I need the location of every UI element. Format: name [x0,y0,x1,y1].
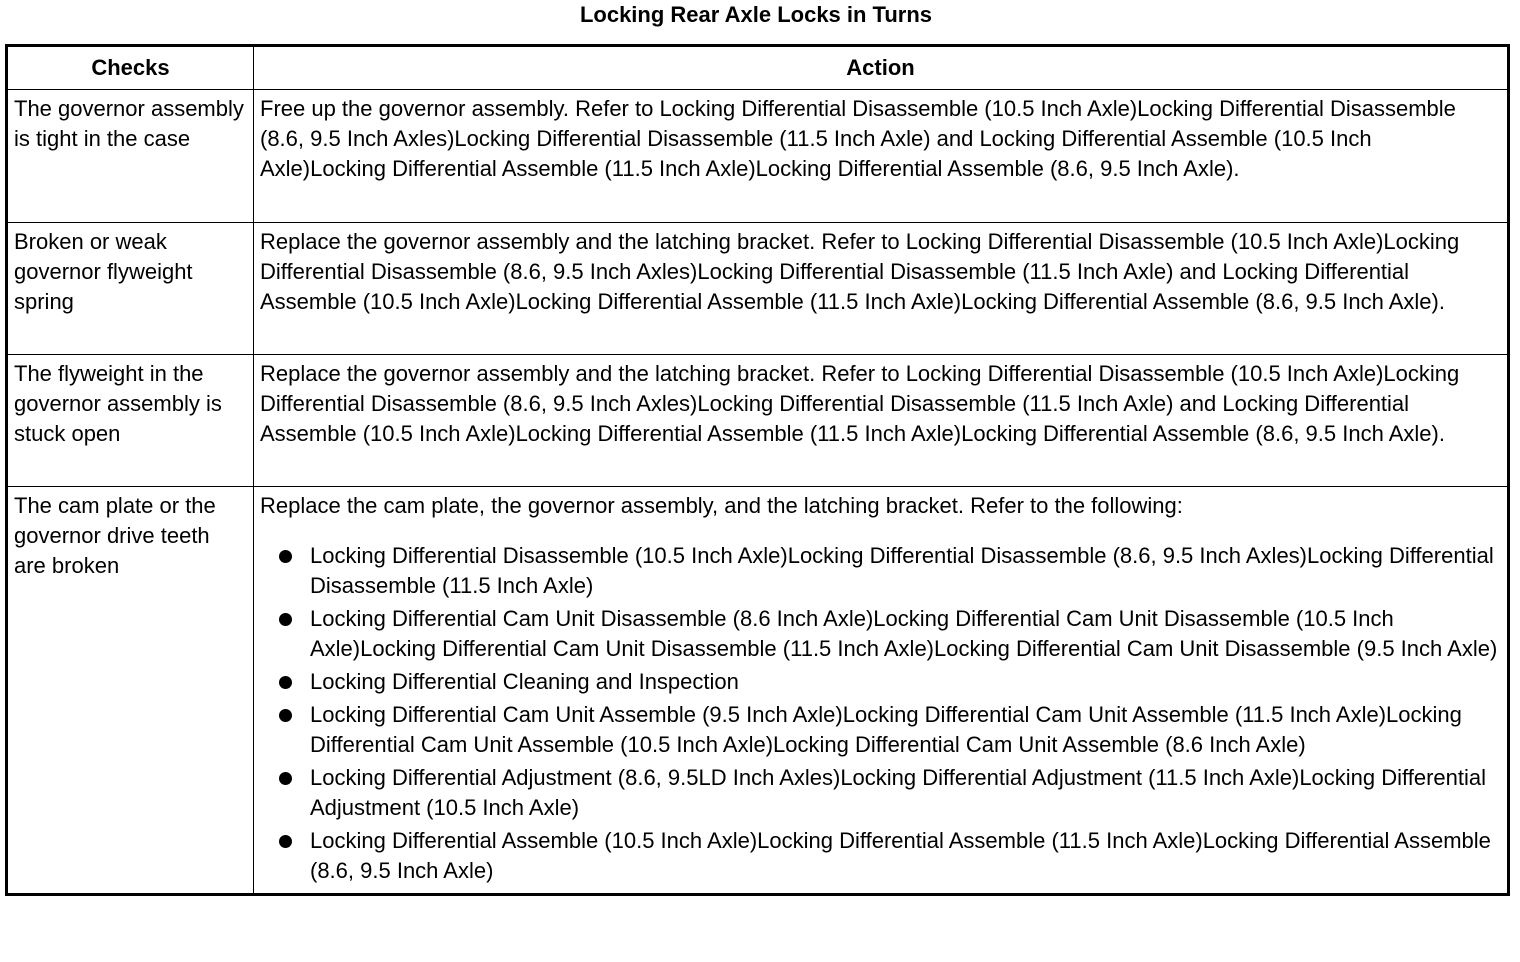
check-cell: The governor assembly is tight in the case [7,90,254,223]
list-item [260,826,1501,886]
list-item [260,604,1501,664]
action-intro-text: Replace the cam plate, the governor assembly, and the latching bracket. Refer to the following: [260,493,1183,518]
list-item-text: Locking Differential Adjustment (8.6, 9.5LD Inch Axles)Locking Differential Adjustment (11.5 Inch Axle)Locking Differential Adjustment (10.5 Inch Axle) [310,765,1487,820]
page-title: Locking Rear Axle Locks in Turns [579,2,933,27]
table-header-row [7,46,1509,90]
table-row [7,90,1509,223]
list-item-text: Locking Differential Cam Unit Assemble (9.5 Inch Axle)Locking Differential Cam Unit Assemble (11.5 Inch Axle)Locking Differential Cam Unit Assemble (10.5 Inch Axle)Locking Differential Cam Unit Assemble (8.6 Inch Axle) [310,702,1462,757]
list-item-text: Locking Differential Cleaning and Inspection [310,669,739,694]
check-cell: The flyweight in the governor assembly is stuck open [7,355,254,487]
table-row [7,487,1509,895]
action-cell: Replace the governor assembly and the latching bracket. Refer to Locking Differential Disassemble (10.5 Inch Axle)Locking Differential Disassemble (8.6, 9.5 Inch Axles)Locking Differential Disassemble (11.5 Inch Axle) and Locking Differential Assemble (10.5 Inch Axle)Locking Differential Assemble (11.5 Inch Axle)Locking Differential Assemble (8.6, 9.5 Inch Axle). [254,355,1509,487]
list-item [260,541,1501,601]
action-cell: Free up the governor assembly. Refer to Locking Differential Disassemble (10.5 Inch Axle)Locking Differential Disassemble (8.6, 9.5 Inch Axles)Locking Differential Disassemble (11.5 Inch Axle) and Locking Differential Assemble (10.5 Inch Axle)Locking Differential Assemble (11.5 Inch Axle)Locking Differential Assemble (8.6, 9.5 Inch Axle). [254,90,1509,223]
check-cell: Broken or weak governor flyweight spring [7,223,254,355]
action-cell [254,487,1509,895]
bullet-icon [279,709,292,722]
list-item-text: Locking Differential Cam Unit Disassemble (8.6 Inch Axle)Locking Differential Cam Unit Disassemble (10.5 Inch Axle)Locking Differential Cam Unit Disassemble (11.5 Inch Axle)Locking Differential Cam Unit Disassemble (9.5 Inch Axle) [310,606,1498,661]
list-item [260,763,1501,823]
bullet-icon [279,676,292,689]
bullet-icon [279,772,292,785]
table-row [7,223,1509,355]
check-cell: The cam plate or the governor drive teeth are broken [7,487,254,895]
list-item-text: Locking Differential Assemble (10.5 Inch Axle)Locking Differential Assemble (11.5 Inch Axle)Locking Differential Assemble (8.6, 9.5 Inch Axle) [310,828,1491,883]
table-row [7,355,1509,487]
list-item [260,667,1501,697]
bullet-icon [279,835,292,848]
action-cell: Replace the governor assembly and the latching bracket. Refer to Locking Differential Disassemble (10.5 Inch Axle)Locking Differential Disassemble (8.6, 9.5 Inch Axles)Locking Differential Disassemble (11.5 Inch Axle) and Locking Differential Assemble (10.5 Inch Axle)Locking Differential Assemble (11.5 Inch Axle)Locking Differential Assemble (8.6, 9.5 Inch Axle). [254,223,1509,355]
list-item [260,700,1501,760]
column-header-action: Action [254,46,1509,90]
bullet-icon [279,613,292,626]
reference-list [260,541,1501,886]
column-header-checks: Checks [7,46,254,90]
list-item-text: Locking Differential Disassemble (10.5 Inch Axle)Locking Differential Disassemble (8.6, 9.5 Inch Axles)Locking Differential Disassemble (11.5 Inch Axle) [310,543,1494,598]
bullet-icon [279,550,292,563]
troubleshooting-table [5,44,1510,896]
